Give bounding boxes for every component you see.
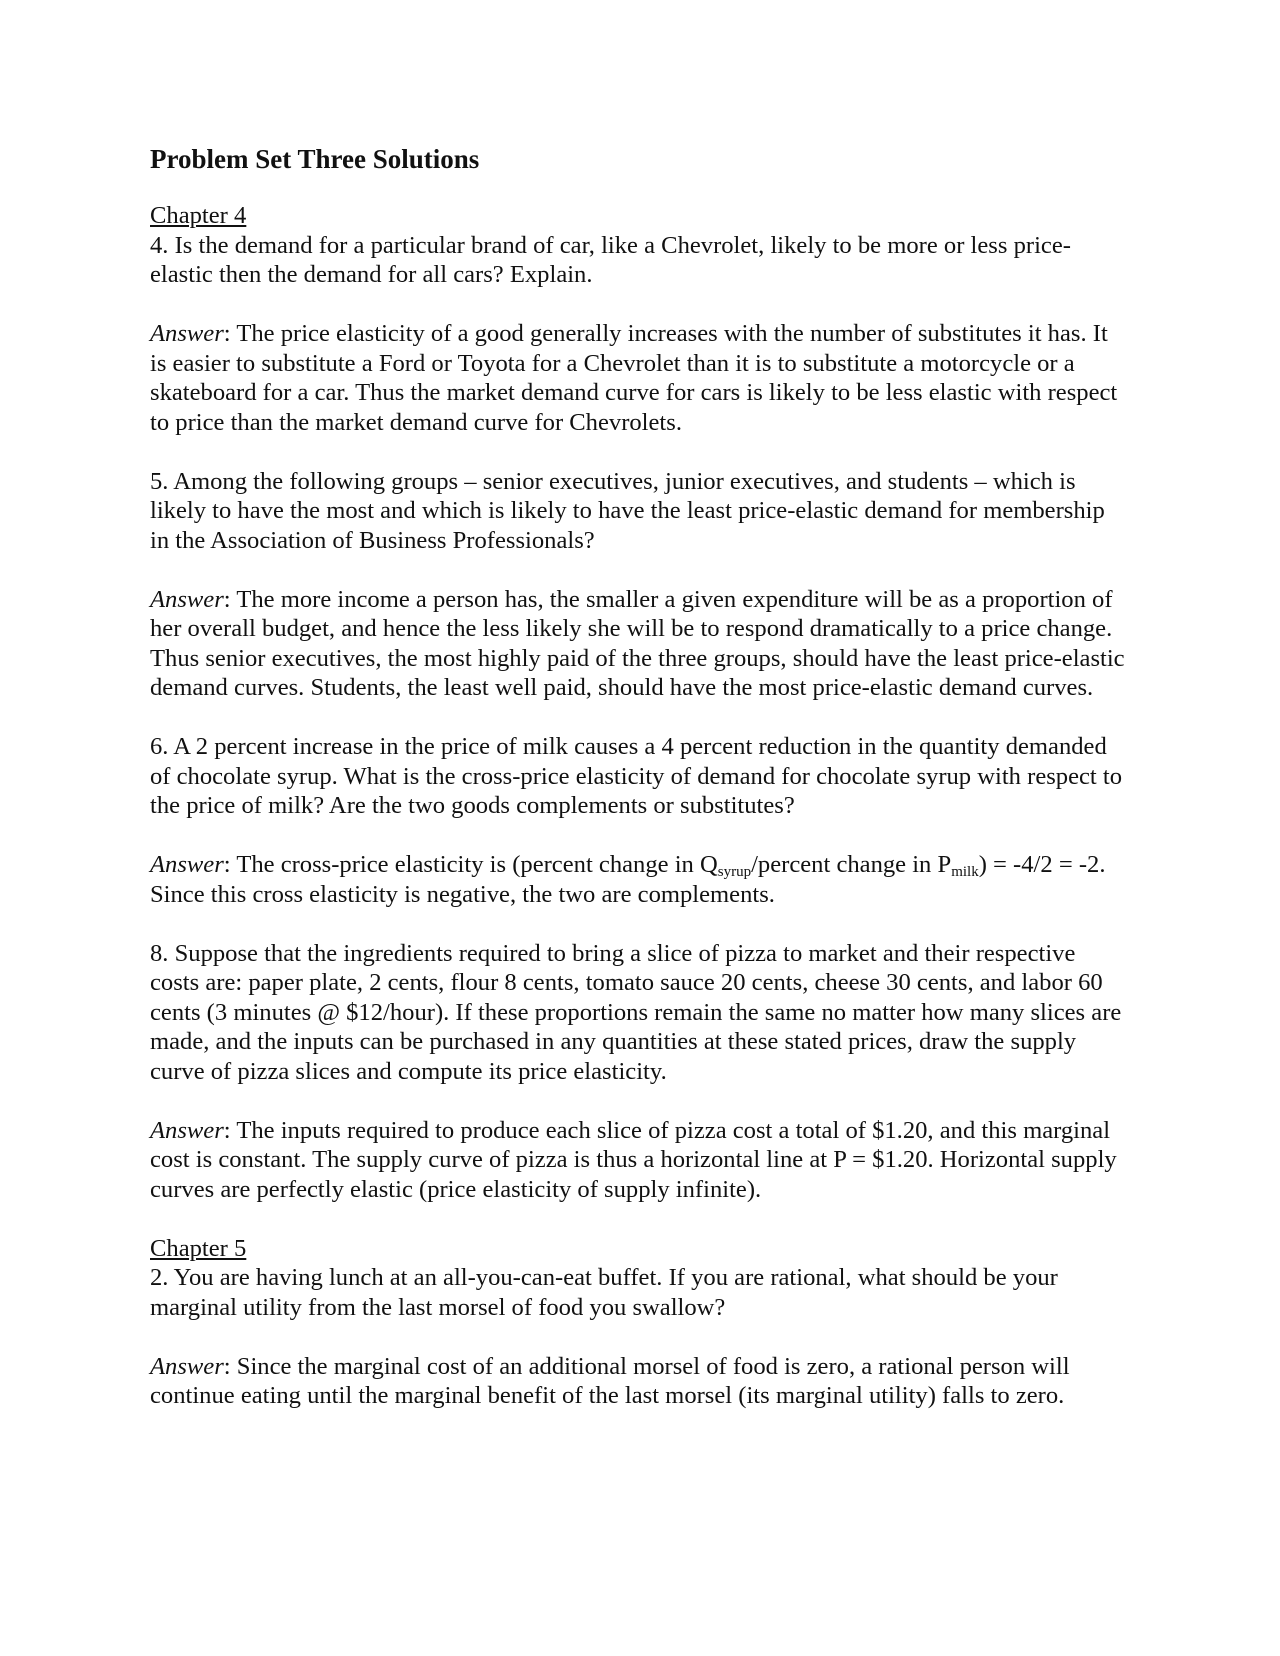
answer-5 <box>150 585 1130 703</box>
answer-label: Answer <box>150 320 224 347</box>
subscript-syrup: syrup <box>717 864 752 880</box>
answer-6 <box>150 850 1130 909</box>
answer-label: Answer <box>150 585 224 613</box>
answer-8 <box>150 1116 1130 1205</box>
question-5: 5. Among the following groups – senior executives, junior executives, and students – which is likely to have the most and which is likely to have the least price-elastic demand for membership in the Association of Business Professionals? <box>150 467 1105 554</box>
chapter-4-heading: Chapter 4 <box>150 202 247 229</box>
question-8: 8. Suppose that the ingredients required to bring a slice of pizza to market and their respective costs are: paper plate, 2 cents, flour 8 cents, tomato sauce 20 cents, cheese 30 cents, and labor 60 cents (3 minutes @ $12/hour). If these proportions remain the same no matter how many slices are made, and the inputs can be purchased in any quantities at these stated prices, draw the supply curve of pizza slices and compute its price elasticity. <box>150 939 1122 1085</box>
answer-text-part1: : The cross-price elasticity is (percent change in Q <box>223 851 718 878</box>
answer-ch5-2 <box>150 1352 1130 1411</box>
answer-label: Answer <box>150 1352 224 1380</box>
subscript-milk: milk <box>951 864 979 880</box>
answer-text-part3: ) = -4/2 = -2. Since this cross elasticity is negative, the two are complements. <box>150 851 1106 908</box>
answer-label: Answer <box>150 1116 224 1144</box>
question-4: 4. Is the demand for a particular brand of car, like a Chevrolet, likely to be more or less price-elastic then the demand for all cars? Explain. <box>150 231 1071 288</box>
question-6: 6. A 2 percent increase in the price of milk causes a 4 percent reduction in the quantity demanded of chocolate syrup. What is the cross-price elasticity of demand for chocolate syrup with respect to the price of milk? Are the two goods complements or substitutes? <box>150 733 1123 819</box>
chapter-5-heading: Chapter 5 <box>150 1234 247 1262</box>
answer-text: : Since the marginal cost of an additional morsel of food is zero, a rational person will continue eating until the marginal benefit of the last morsel (its marginal utility) falls to zero. <box>150 1352 1070 1409</box>
answer-text: : The price elasticity of a good generally increases with the number of substitutes it has. It is easier to substitute a Ford or Toyota for a Chevrolet than it is to substitute a motorcycle or a skateboard for a car. Thus the market demand curve for cars is likely to be less elastic with respect to price than the market demand curve for Chevrolets. <box>150 320 1118 436</box>
answer-label: Answer <box>150 851 224 878</box>
answer-text-part2: /percent change in P <box>751 851 952 878</box>
page-title: Problem Set Three Solutions <box>150 144 480 174</box>
answer-text: : The more income a person has, the smaller a given expenditure will be as a proportion of her overall budget, and hence the less likely she will be to respond dramatically to a price change. Thus senior executives, the most highly paid of the three groups, should have the least price-elastic demand curves. Students, the least well paid, should have the most price-elastic demand curves. <box>150 585 1125 701</box>
answer-4 <box>150 319 1130 437</box>
question-ch5-2: 2. You are having lunch at an all-you-can-eat buffet. If you are rational, what should be your marginal utility from the last morsel of food you swallow? <box>150 1264 1058 1321</box>
document-page <box>150 143 1130 1440</box>
answer-text: : The inputs required to produce each slice of pizza cost a total of $1.20, and this marginal cost is constant. The supply curve of pizza is thus a horizontal line at P = $1.20. Horizontal supply curves are perfectly elastic (price elasticity of supply infinite). <box>150 1116 1117 1203</box>
